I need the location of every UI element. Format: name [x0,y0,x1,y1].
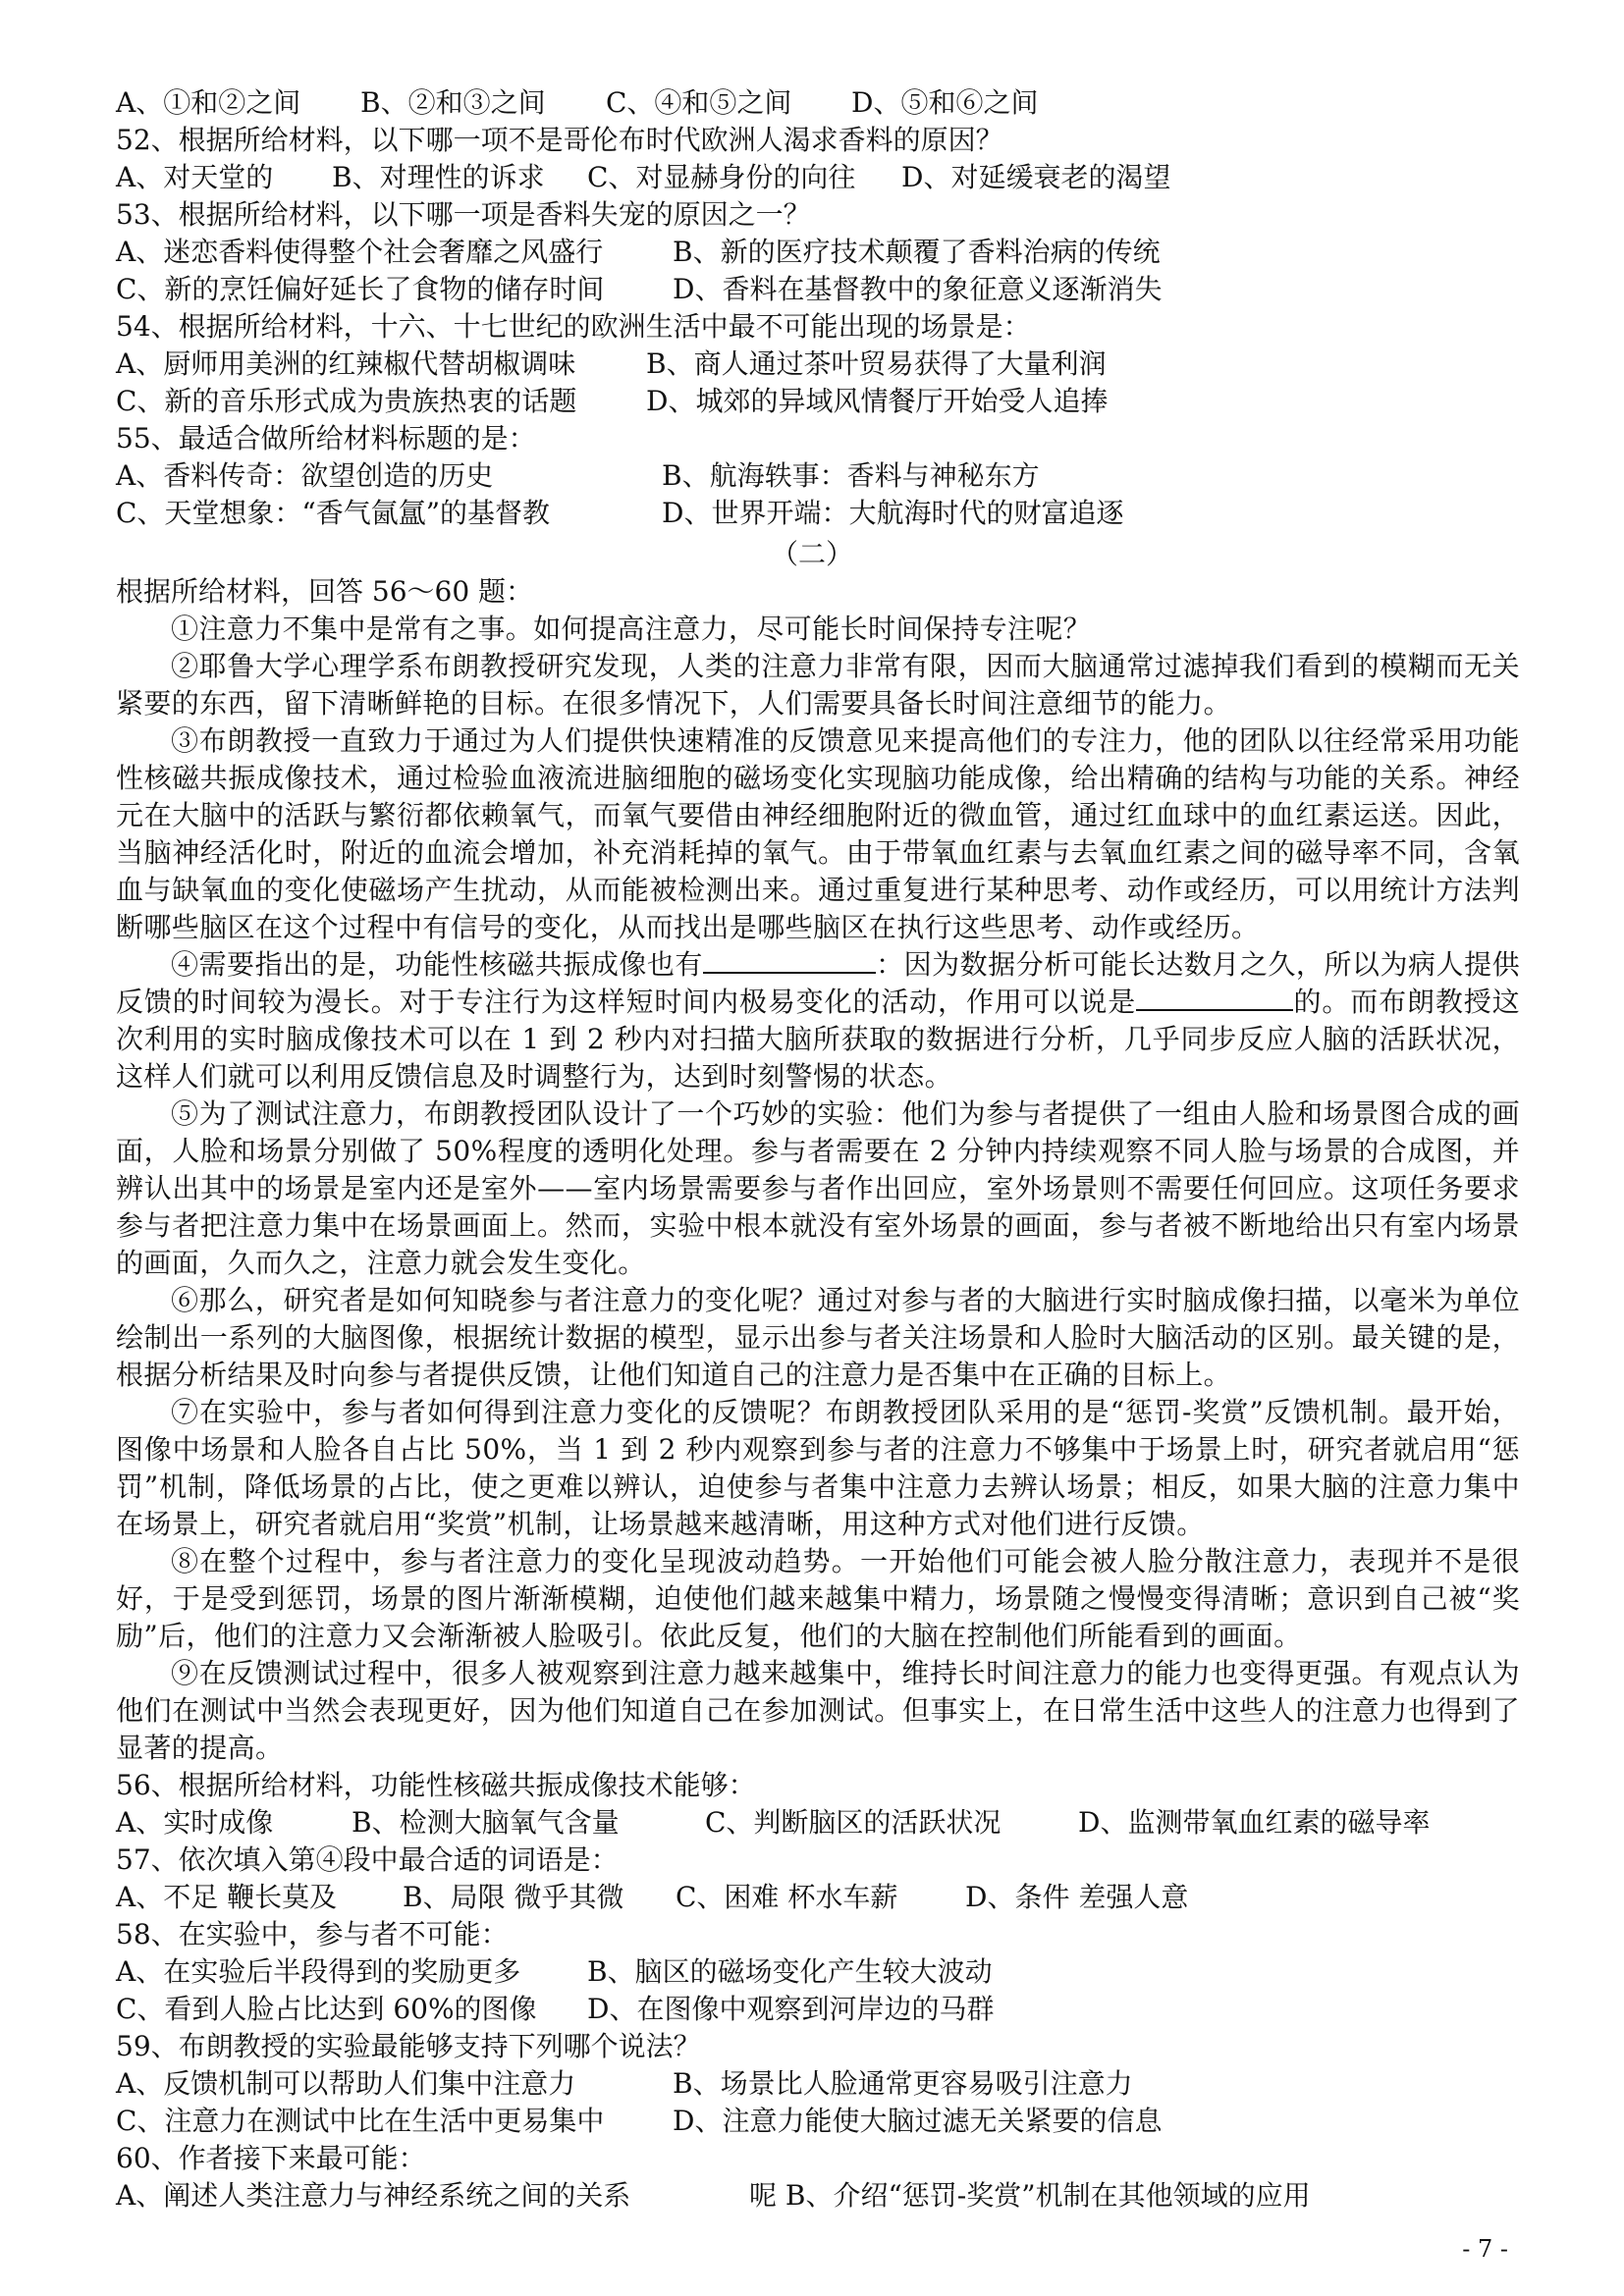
q57-option-b: B、局限 微乎其微 [403,1881,624,1913]
q52-option-a: A、对天堂的 [116,161,274,193]
q51-option-a: A、①和②之间 [116,86,301,119]
q57-stem: 57、依次填入第④段中最合适的词语是： [116,1843,619,1876]
q55-option-c: C、天堂想象：“香气氤氲”的基督教 [116,497,551,529]
fill-blank-2 [1136,984,1293,1011]
q54-option-a: A、厨师用美洲的红辣椒代替胡椒调味 [116,347,576,380]
q55-option-a: A、香料传奇：欲望创造的历史 [116,459,494,492]
q52-option-d: D、对延缓衰老的渴望 [901,161,1171,193]
q58-option-a: A、在实验后半段得到的奖励更多 [116,1955,521,1988]
section-heading: （二） [770,538,853,570]
q54-option-b: B、商人通过茶叶贸易获得了大量利润 [646,347,1107,380]
q52-option-c: C、对显赫身份的向往 [587,161,856,193]
q51-option-b: B、②和③之间 [360,86,546,119]
q57-option-c: C、困难 杯水车薪 [676,1881,898,1913]
paragraph-4-part-1: ④需要指出的是，功能性核磁共振成像也有 [171,948,703,981]
section-intro: 根据所给材料，回答 56～60 题： [116,575,534,608]
passage-paragraph-7: ⑦在实验中，参与者如何得到注意力变化的反馈呢？布朗教授团队采用的是“惩罚-奖赏”反馈机制。最开始，图像中场景和人脸各自占比 50%，当 1 到 2 秒内观察到参与者的注意力不够集中于场景上时，研究者就启用“惩罚”机制，降低场景的占比，使之更难以辨认，迫使参与者集中注意力去辨认场景；相反，如果大脑的注意力集中在场景上，研究者就启用“奖赏”机制，让场景越来越清晰，用这种方式对他们进行反馈。 [116,1396,1520,1540]
page-number: - 7 - [1462,2235,1508,2263]
passage-paragraph-3: ③布朗教授一直致力于通过为人们提供快速精准的反馈意见来提高他们的专注力，他的团队以往经常采用功能性核磁共振成像技术，通过检验血液流进脑细胞的磁场变化实现脑功能成像，给出精确的结构与功能的关系。神经元在大脑中的活跃与繁衍都依赖氧气，而氧气要借由神经细胞附近的微血管，通过红血球中的血红素运送。因此，当脑神经活化时，附近的血流会增加，补充消耗掉的氧气。由于带氧血红素与去氧血红素之间的磁导率不同，含氧血与缺氧血的变化使磁场产生扰动，从而能被检测出来。通过重复进行某种思考、动作或经历，可以用统计方法判断哪些脑区在这个过程中有信号的变化，从而找出是哪些脑区在执行这些思考、动作或经历。 [116,724,1520,943]
fill-blank-1 [703,946,876,974]
q56-stem: 56、根据所给材料，功能性核磁共振成像技术能够： [116,1769,756,1801]
q53-option-b: B、新的医疗技术颠覆了香料治病的传统 [673,236,1161,268]
q60-option-b: 呢 B、介绍“惩罚-奖赏”机制在其他领域的应用 [749,2179,1311,2212]
q60-stem: 60、作者接下来最可能： [116,2142,426,2174]
paragraph-4-part-2: ：因为数据分析可能长达数月之久，所以为病人提供反馈的时间较为漫长。对于专注行为这样短时间内极易变化的活动，作用可以说是 [116,948,1520,1018]
q56-option-b: B、检测大脑氧气含量 [352,1806,620,1839]
passage-paragraph-8: ⑧在整个过程中，参与者注意力的变化呈现波动趋势。一开始他们可能会被人脸分散注意力，表现并不是很好，于是受到惩罚，场景的图片渐渐模糊，迫使他们越来越集中精力，场景随之慢慢变得清晰；意识到自己被“奖励”后，他们的注意力又会渐渐被人脸吸引。依此反复，他们的大脑在控制他们所能看到的画面。 [116,1545,1520,1652]
q56-option-a: A、实时成像 [116,1806,274,1839]
passage-paragraph-1: ①注意力不集中是常有之事。如何提高注意力，尽可能长时间保持专注呢？ [171,613,1092,645]
q55-option-d: D、世界开端：大航海时代的财富追逐 [662,497,1124,529]
q54-stem: 54、根据所给材料，十六、十七世纪的欧洲生活中最不可能出现的场景是： [116,310,1031,343]
q59-option-c: C、注意力在测试中比在生活中更易集中 [116,2105,605,2137]
q51-option-d: D、⑤和⑥之间 [851,86,1039,119]
q54-option-d: D、城郊的异域风情餐厅开始受人追捧 [646,385,1109,417]
passage-paragraph-5: ⑤为了测试注意力，布朗教授团队设计了一个巧妙的实验：他们为参与者提供了一组由人脸和场景图合成的画面，人脸和场景分别做了 50%程度的透明化处理。参与者需要在 2 分钟内持续观察不同人脸与场景的合成图，并辨认出其中的场景是室内还是室外——室内场景需要参与者作出回应，室外场景则不需要任何回应。这项任务要求参与者把注意力集中在场景画面上。然而，实验中根本就没有室外场景的画面，参与者被不断地给出只有室内场景的画面，久而久之，注意力就会发生变化。 [116,1097,1520,1279]
q59-option-d: D、注意力能使大脑过滤无关紧要的信息 [673,2105,1163,2137]
q54-option-c: C、新的音乐形式成为贵族热衷的话题 [116,385,577,417]
q57-option-a: A、不足 鞭长莫及 [116,1881,338,1913]
q53-option-d: D、香料在基督教中的象征意义逐渐消失 [673,273,1163,305]
q59-stem: 59、布朗教授的实验最能够支持下列哪个说法？ [116,2030,701,2062]
q57-option-d: D、条件 差强人意 [965,1881,1189,1913]
q52-option-b: B、对理性的诉求 [332,161,545,193]
q53-option-a: A、迷恋香料使得整个社会奢靡之风盛行 [116,236,604,268]
q59-option-a: A、反馈机制可以帮助人们集中注意力 [116,2067,576,2100]
q60-option-a: A、阐述人类注意力与神经系统之间的关系 [116,2179,631,2212]
q58-stem: 58、在实验中，参与者不可能： [116,1918,509,1950]
q58-option-b: B、脑区的磁场变化产生较大波动 [587,1955,993,1988]
q55-stem: 55、最适合做所给材料标题的是： [116,422,536,454]
q53-stem: 53、根据所给材料，以下哪一项是香料失宠的原因之一？ [116,198,811,231]
q55-option-b: B、航海轶事：香料与神秘东方 [662,459,1040,492]
paragraph-4-part-3: 的。而布朗教授这次利用的实时脑成像技术可以在 1 到 2 秒内对扫描大脑所获取的数据进行分析，几乎同步反应人脑的活跃状况，这样人们就可以利用反馈信息及时调整行为，达到时刻警惕的状态。 [116,986,1521,1093]
passage-paragraph-4 [116,946,1520,1095]
passage-paragraph-2: ②耶鲁大学心理学系布朗教授研究发现，人类的注意力非常有限，因而大脑通常过滤掉我们看到的模糊而无关紧要的东西，留下清晰鲜艳的目标。在很多情况下，人们需要具备长时间注意细节的能力。 [116,650,1520,720]
q53-option-c: C、新的烹饪偏好延长了食物的储存时间 [116,273,605,305]
q56-option-d: D、监测带氧血红素的磁导率 [1078,1806,1431,1839]
passage-paragraph-6: ⑥那么，研究者是如何知晓参与者注意力的变化呢？通过对参与者的大脑进行实时脑成像扫描，以毫米为单位绘制出一系列的大脑图像，根据统计数据的模型，显示出参与者关注场景和人脸时大脑活动的区别。最关键的是，根据分析结果及时向参与者提供反馈，让他们知道自己的注意力是否集中在正确的目标上。 [116,1284,1520,1391]
q52-stem: 52、根据所给材料，以下哪一项不是哥伦布时代欧洲人渴求香料的原因？ [116,124,1003,156]
passage-paragraph-9: ⑨在反馈测试过程中，很多人被观察到注意力越来越集中，维持长时间注意力的能力也变得更强。有观点认为他们在测试中当然会表现更好，因为他们知道自己在参加测试。但事实上，在日常生活中这些人的注意力也得到了显著的提高。 [116,1657,1520,1764]
q58-option-c: C、看到人脸占比达到 60%的图像 [116,1993,537,2025]
q51-option-c: C、④和⑤之间 [606,86,792,119]
q58-option-d: D、在图像中观察到河岸边的马群 [587,1993,995,2025]
q59-option-b: B、场景比人脸通常更容易吸引注意力 [673,2067,1133,2100]
q56-option-c: C、判断脑区的活跃状况 [705,1806,1001,1839]
